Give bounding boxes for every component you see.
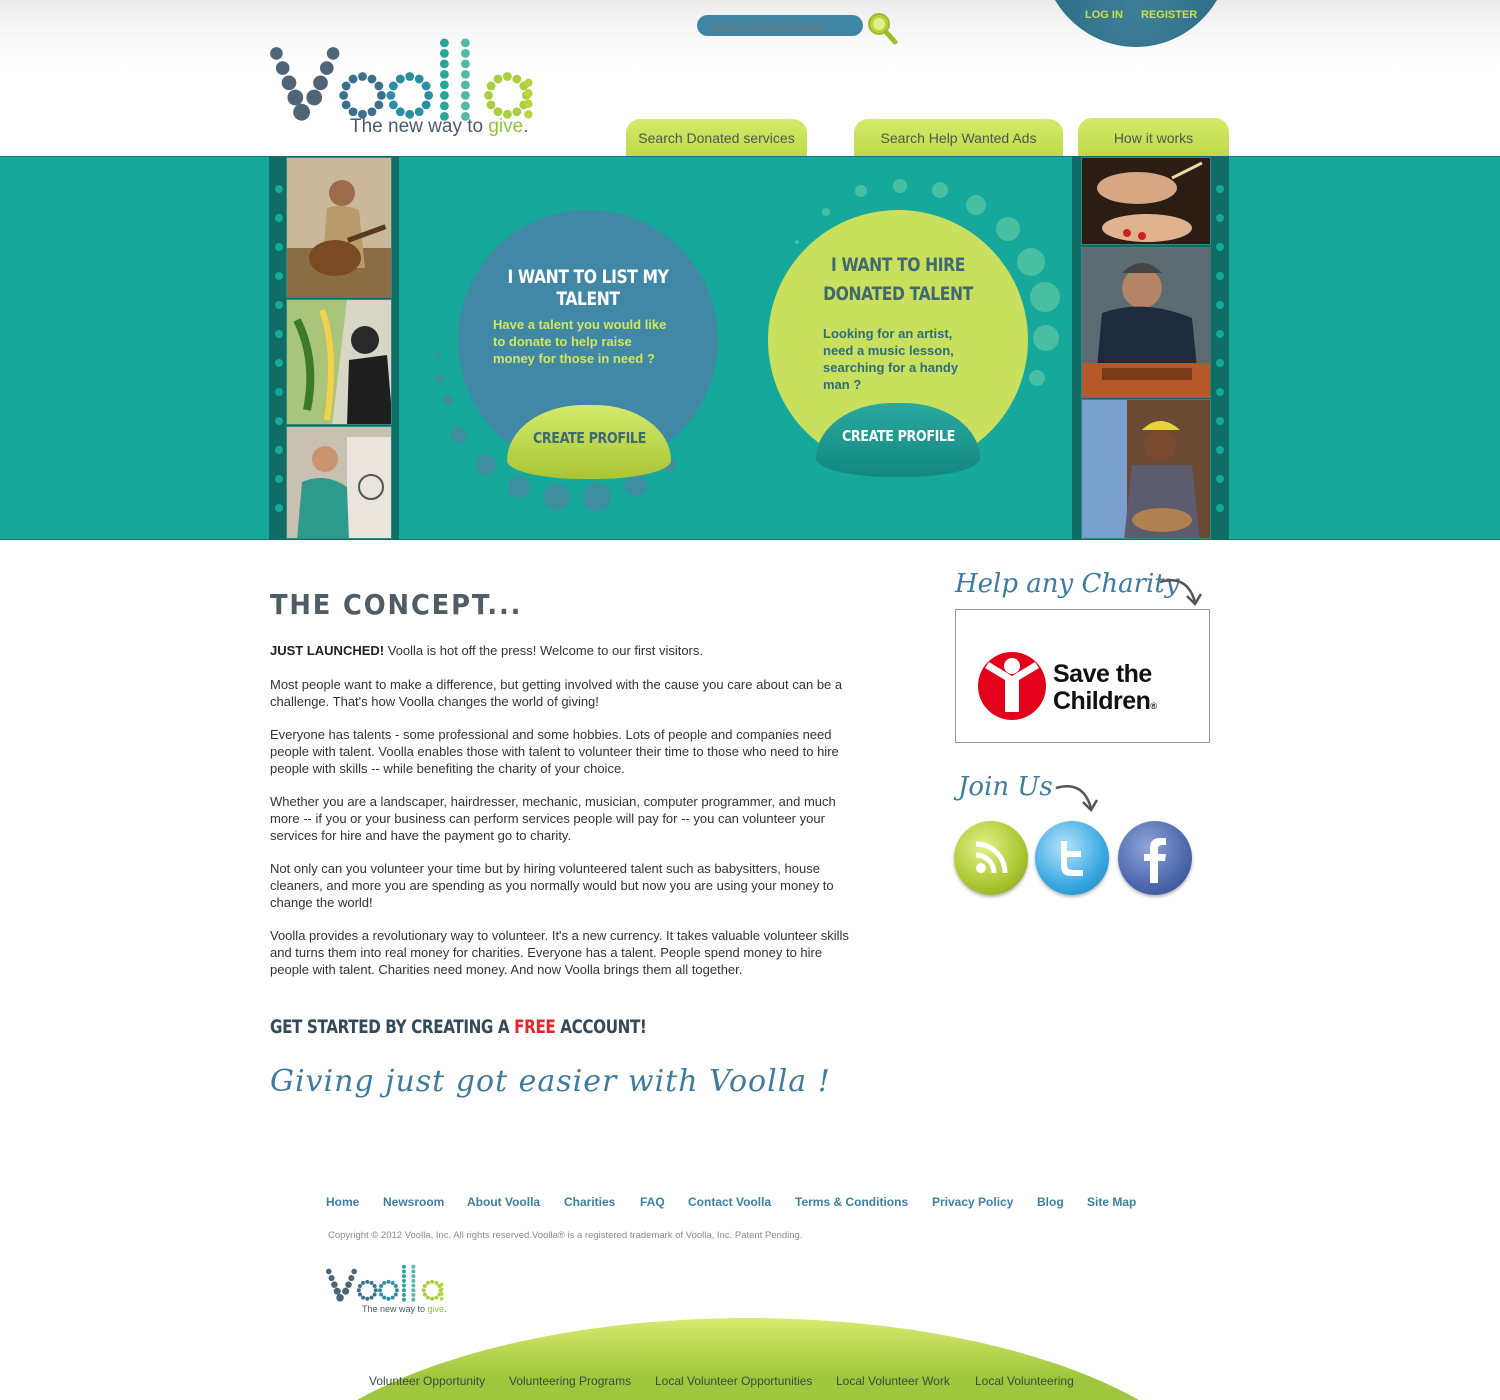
concept-paragraph: Everyone has talents - some professional and some hobbies. Lots of people and companies need people with talent. Voolla enables those with talent to volunteer their time to those who need to hire people with skills -- while benefiting the charity of your choice. xyxy=(270,727,839,776)
curved-arrow-icon xyxy=(1053,780,1103,814)
bottom-link-local-volunteer-opportunities[interactable]: Local Volunteer Opportunities xyxy=(655,1374,813,1388)
footer-link-terms-conditions[interactable]: Terms & Conditions xyxy=(795,1195,909,1209)
join-us-heading: Join Us xyxy=(958,772,1053,802)
footer-logo-tagline: The new way to give. xyxy=(362,1304,447,1314)
bottom-link-volunteer-opportunity[interactable]: Volunteer Opportunity xyxy=(369,1374,486,1388)
bottom-link-local-volunteer-work[interactable]: Local Volunteer Work xyxy=(836,1374,950,1388)
footer-voolla-logo[interactable] xyxy=(325,1263,455,1305)
list-talent-title: I WANT TO LIST MY TALENT xyxy=(507,266,669,310)
slogan: Giving just got easier with Voolla ! xyxy=(270,1064,831,1099)
footer-link-faq[interactable]: FAQ xyxy=(640,1195,665,1209)
concept-paragraph: Voolla provides a revolutionary way to volunteer. It's a new currency. It takes valuable volunteer skills and turns them into real money for charities. Everyone has a talent. People spend money to hire people with talent. Charities need money. And now Voolla brings them all together. xyxy=(270,928,849,977)
footer-link-newsroom[interactable]: Newsroom xyxy=(383,1195,445,1209)
hire-talent-title: I WANT TO HIRE DONATED TALENT xyxy=(823,254,973,305)
footer-link-contact-voolla[interactable]: Contact Voolla xyxy=(688,1195,772,1209)
help-charity-heading: Help any Charity xyxy=(955,569,1180,599)
concept-title: THE CONCEPT... xyxy=(270,588,523,621)
get-started-cta: GET STARTED BY CREATING A FREE ACCOUNT! xyxy=(270,1016,647,1038)
rss-icon[interactable] xyxy=(954,821,1028,895)
hire-create-profile-button[interactable]: CREATE PROFILE xyxy=(816,403,980,477)
twitter-icon[interactable] xyxy=(1035,821,1109,895)
list-talent-text: Have a talent you would like to donate to help raise money for those in need ? xyxy=(493,317,667,366)
footer-link-home[interactable]: Home xyxy=(326,1195,360,1209)
footer-link-about-voolla[interactable]: About Voolla xyxy=(467,1195,541,1209)
save-the-children-logo-icon xyxy=(977,650,1047,722)
footer-link-charities[interactable]: Charities xyxy=(564,1195,616,1209)
charity-name: Save the Children® xyxy=(1053,660,1157,715)
tab-how-it-works[interactable]: How it works xyxy=(1078,118,1229,156)
tab-search-help-wanted-ads[interactable]: Search Help Wanted Ads xyxy=(854,119,1063,157)
login-link[interactable]: LOG IN xyxy=(1085,9,1123,21)
bottom-link-local-volunteering[interactable]: Local Volunteering xyxy=(975,1374,1074,1388)
concept-paragraph-launch: JUST LAUNCHED! Voolla is hot off the press! Welcome to our first visitors. xyxy=(270,643,703,658)
facebook-icon[interactable] xyxy=(1118,821,1192,895)
curved-arrow-icon xyxy=(1157,574,1207,608)
register-link[interactable]: REGISTER xyxy=(1141,9,1198,21)
charity-save-the-children[interactable] xyxy=(955,609,1210,743)
concept-paragraph: Not only can you volunteer your time but by hiring volunteered talent such as babysitters, house cleaners, and more you are spending as you normally would but now you are using your money to change the world! xyxy=(270,861,834,910)
footer-link-blog[interactable]: Blog xyxy=(1037,1195,1064,1209)
concept-paragraph: Whether you are a landscaper, hairdresser, mechanic, musician, computer programmer, and much more -- if you or your business can perform services people will pay for -- you can volunteer your services for hire and have the payment go to charity. xyxy=(270,794,836,843)
list-create-profile-button[interactable]: CREATE PROFILE xyxy=(507,405,671,479)
footer-link-site-map[interactable]: Site Map xyxy=(1087,1195,1137,1209)
logo-tagline: The new way to give. xyxy=(350,116,529,137)
footer-link-privacy-policy[interactable]: Privacy Policy xyxy=(932,1195,1014,1209)
hire-talent-text: Looking for an artist, need a music lesson, searching for a handy man ? xyxy=(823,326,959,392)
tab-search-donated-services[interactable]: Search Donated services xyxy=(626,119,807,157)
copyright: Copyright © 2012 Voolla, Inc. All rights reserved.Voolla® is a registered trademark of Voolla, Inc. Patent Pending. xyxy=(328,1230,803,1241)
concept-paragraph: Most people want to make a difference, but getting involved with the cause you care about can be a challenge. That's how Voolla changes the world of giving! xyxy=(270,677,843,709)
bottom-link-volunteering-programs[interactable]: Volunteering Programs xyxy=(509,1374,632,1388)
